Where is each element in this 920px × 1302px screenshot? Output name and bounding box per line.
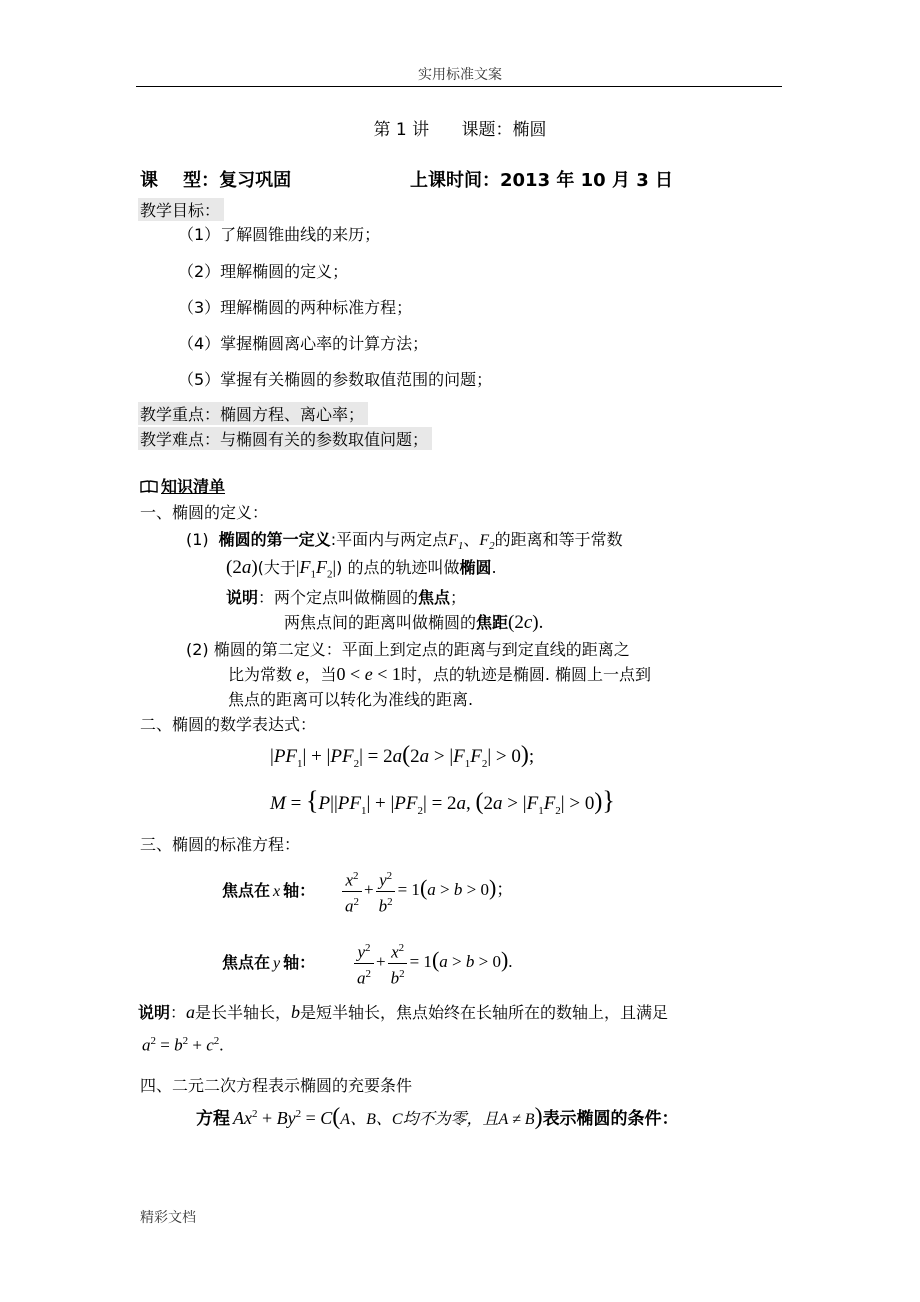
quadratic-equation-math: $Ax^2 + By^2 = C$(: [233, 1104, 341, 1130]
standard-note-c: 是短半轴长，焦点始终在长轴所在的数轴上，且满足: [300, 1003, 669, 1022]
x-var-math: x: [273, 883, 281, 900]
course-type-value: 复习巩固: [219, 170, 292, 191]
section-4-heading: 四、二元二次方程表示椭圆的充要条件: [140, 1076, 413, 1095]
note-label: 说明: [226, 588, 259, 607]
course-info: [140, 166, 291, 192]
standard-note-label: 说明: [138, 1003, 171, 1022]
x-axis-word: 轴：: [283, 881, 316, 900]
difficult-points: 教学难点：与椭圆有关的参数取值问题；: [138, 427, 432, 450]
focus-f1-math: $F_1$: [448, 532, 464, 553]
knowledge-heading-text: 知识清单: [161, 477, 226, 496]
objective-item-1: （1）了解圆锥曲线的来历；: [178, 225, 381, 244]
def1-sep: 、: [463, 530, 480, 549]
objective-item-4: （4）掌握椭圆离心率的计算方法；: [178, 334, 429, 353]
section-1-heading: 一、椭圆的定义：: [140, 503, 269, 522]
definition-2-line-1: (2) 椭圆的第二定义：平面上到定点的距离与到定直线的距离之: [186, 640, 630, 659]
def1-num: (1): [186, 530, 209, 549]
standard-note-a: ：: [170, 1003, 187, 1022]
page-footer: 精彩文档: [140, 1210, 196, 1226]
eccentricity-e-math: e: [292, 664, 305, 684]
def2-line2-b: ，当: [304, 665, 337, 684]
section-3-heading: 三、椭圆的标准方程：: [140, 835, 301, 854]
objective-item-3: （3）理解椭圆的两种标准方程；: [178, 298, 413, 317]
course-time-label: 上课时间：: [410, 170, 500, 191]
note-line-2: [284, 610, 543, 634]
y-axis-word: 轴：: [283, 953, 316, 972]
course-time: [410, 166, 673, 192]
def1-line2-a: (大于: [257, 558, 296, 577]
condition-eq-cond: A、B、C均不为零，且A ≠ B: [340, 1111, 535, 1128]
note-end-a: ；: [450, 588, 467, 607]
def2-line2-c: 时，点的轨迹是椭圆. 椭圆上一点到: [400, 665, 652, 684]
condition-equation: [196, 1104, 679, 1131]
y-axis-label: [222, 950, 315, 973]
header-rule: [136, 86, 782, 87]
note-line-1: [226, 585, 466, 608]
objective-item-2: （2）理解椭圆的定义；: [178, 262, 349, 281]
def1-line2-b: ) 的点的轨迹叫做: [336, 558, 460, 577]
y-var-math: y: [273, 955, 281, 972]
condition-eq-label: 方程: [196, 1109, 230, 1129]
def1-text-b: 的距离和等于常数: [494, 530, 623, 549]
condition-eq-tail: 表示椭圆的条件：: [542, 1109, 679, 1129]
knowledge-heading: [140, 474, 225, 498]
focus-f2-math: $F_2$: [479, 532, 495, 553]
abc-relation-math: $a^2 = b^2 + c^2$.: [142, 1035, 224, 1055]
def2-line2-a: 比为常数: [228, 665, 293, 684]
course-type-label: 课 型：: [140, 170, 220, 191]
note-bold-b: 焦距: [476, 613, 509, 632]
y-axis-equation-math: $\frac{y^2}{a^2}$ + $\frac{x^2}{b^2}$ = 1(a > b > 0).: [352, 938, 513, 988]
page-title: 第 1 讲 课题：椭圆: [373, 120, 547, 140]
page-header: 实用标准文案: [418, 67, 502, 83]
def1-line2-bold: 椭圆: [459, 558, 492, 577]
course-time-value: 2013 年 10 月 3 日: [500, 170, 674, 191]
x-axis-equation-math: $\frac{x^2}{a^2}$ + $\frac{y^2}{b^2}$ = 1(a > b > 0)；: [340, 866, 513, 916]
section-2-heading: 二、椭圆的数学表达式：: [140, 715, 317, 734]
definition-2-line-2: [228, 662, 651, 685]
book-icon: [140, 479, 158, 498]
x-axis-label: [222, 878, 315, 901]
def1-line2-end: .: [491, 558, 497, 577]
note-text-b: 两焦点间的距离叫做椭圆的: [284, 613, 477, 632]
definition-1-line-2: [226, 555, 497, 581]
f1f2-abs-math: $|F_1F_2|$: [295, 557, 337, 581]
eccentricity-range-math: 0 < e < 1: [336, 664, 401, 684]
definition-2-line-3: 焦点的距离可以转化为准线的距离.: [228, 690, 474, 709]
note-bold-a: 焦点: [418, 588, 451, 607]
a-var-math: a: [186, 1002, 196, 1022]
objectives-label: 教学目标：: [138, 198, 224, 221]
x-axis-label-text: 焦点在: [222, 881, 271, 900]
condition-close-paren: ): [534, 1104, 543, 1130]
ellipse-expression-math: $|PF_1| + |PF_2| = 2a(2a > |F_1F_2| > 0)$;: [270, 742, 535, 770]
definition-1-line-1: [186, 527, 623, 552]
def1-text-a: :平面内与两定点: [330, 530, 449, 549]
b-var-math: b: [291, 1002, 301, 1022]
standard-note-line-1: [138, 1000, 668, 1023]
focal-2c-math: (2c).: [508, 612, 544, 633]
constant-2a-math: (2a): [226, 557, 258, 578]
ellipse-set-math: $M = \{P||PF_1| + |PF_2| = 2a$, $(2a > |F_1F_2| > 0)$}: [270, 786, 615, 817]
note-text-a: ：两个定点叫做椭圆的: [258, 588, 419, 607]
objective-item-5: （5）掌握有关椭圆的参数取值范围的问题；: [178, 370, 493, 389]
standard-note-b: 是长半轴长，: [195, 1003, 292, 1022]
key-points: 教学重点：椭圆方程、离心率；: [138, 402, 368, 425]
y-axis-label-text: 焦点在: [222, 953, 271, 972]
def1-label: 椭圆的第一定义: [218, 530, 331, 549]
